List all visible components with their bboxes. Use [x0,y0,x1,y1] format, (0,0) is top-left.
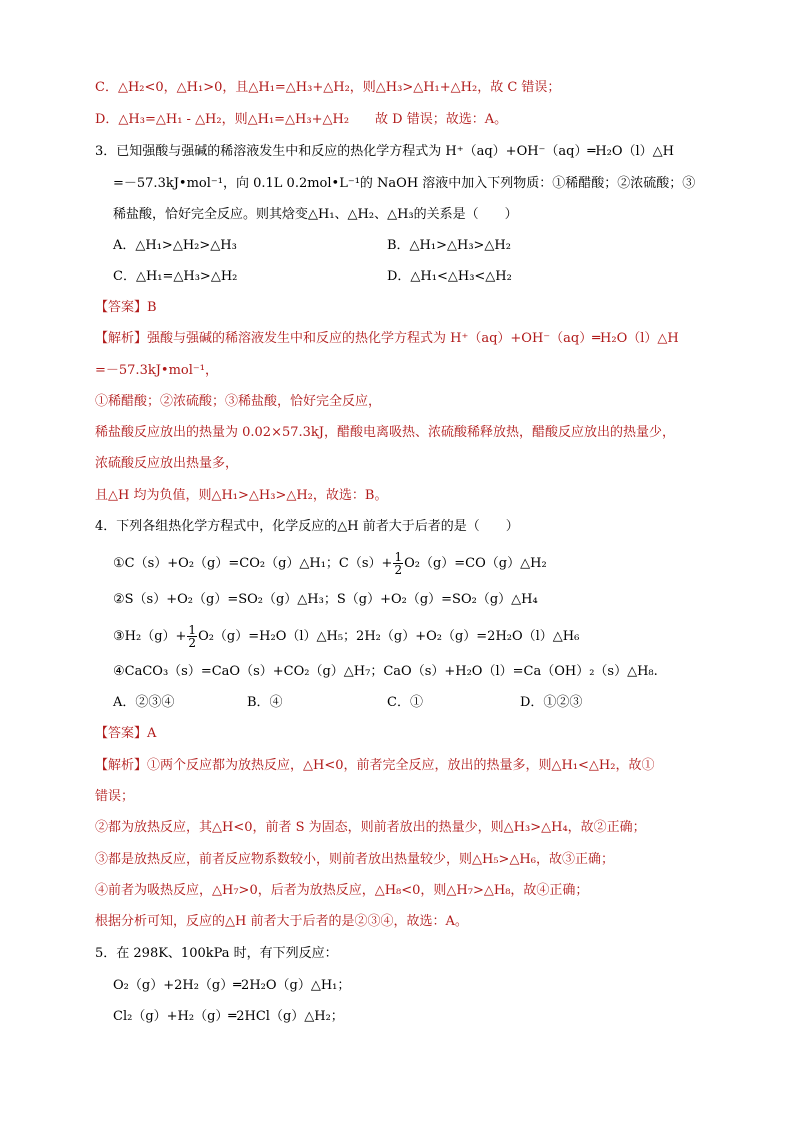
fraction-numerator: 1 [394,550,403,564]
q3-stem-line2: =－57.3kJ•mol⁻¹，向 0.1L 0.2mol•L⁻¹的 NaOH 溶液中加入下列物质：①稀醋酸；②浓硫酸；③ [113,176,696,191]
fraction-denominator: 2 [394,563,403,577]
q4-item-3-part-b: O₂（g）=H₂O（l）△H₅；2H₂（g）+O₂（g）=2H₂O（l）△H₆ [198,629,580,644]
q4-stem: 4．下列各组热化学方程式中，化学反应的△H 前者大于后者的是（ ） [95,519,519,534]
q4-item-2: ②S（s）+O₂（g）=SO₂（g）△H₃；S（g）+O₂（g）=SO₂（g）△H₄ [113,592,538,607]
fraction-one-half [393,551,403,576]
q5-reaction-1: O₂（g）+2H₂（g）═2H₂O（g）△H₁； [113,978,351,993]
q4-item-1-part-b: O₂（g）=CO（g）△H₂ [404,556,547,571]
q3-analysis-line4: 稀盐酸反应放出的热量为 0.02×57.3kJ，醋酸电离吸热、浓硫酸稀释放热，醋酸反应放出的热量少， [95,425,676,440]
q4-item-4: ④CaCO₃（s）=CaO（s）+CO₂（g）△H₇；CaO（s）+H₂O（l）=Ca（OH）₂（s）△H₈. [113,664,658,679]
q3-option-d: D．△H₁<△H₃<△H₂ [387,269,512,284]
q3-option-a: A．△H₁>△H₂>△H₃ [113,238,237,253]
q3-analysis-line3: ①稀醋酸；②浓硫酸；③稀盐酸，恰好完全反应， [95,394,382,409]
fraction-one-half [187,624,197,649]
q4-analysis-line5: ④前者为吸热反应，△H₇>0，后者为放热反应，△H₈<0，则△H₇>△H₈，故④正确； [95,883,589,898]
q4-analysis-line4: ③都是放热反应，前者反应物系数较小，则前者放出热量较少，则△H₅>△H₆，故③正确； [95,852,614,867]
q3-analysis-line1: 【解析】强酸与强碱的稀溶液发生中和反应的热化学方程式为 H⁺（aq）+OH⁻（aq）═H₂O（l）△H [95,331,679,346]
q4-analysis-line2: 错误； [95,789,135,804]
q4-analysis-line3: ②都为放热反应，其△H<0，前者 S 为固态，则前者放出的热量少，则△H₃>△H₄，故②正确； [95,820,646,835]
q4-analysis-line6: 根据分析可知，反应的△H 前者大于后者的是②③④，故选：A。 [95,914,468,929]
q4-option-a: A．②③④ [113,695,175,710]
fraction-numerator: 1 [188,623,197,637]
q4-option-c: C．① [387,695,423,710]
q5-stem: 5．在 298K、100kPa 时，有下列反应： [95,946,338,961]
q3-stem-line1: 3．已知强酸与强碱的稀溶液发生中和反应的热化学方程式为 H⁺（aq）+OH⁻（aq）═H₂O（l）△H [95,144,675,159]
q4-item-3 [113,624,579,649]
q5-reaction-2: Cl₂（g）+H₂（g）═2HCl（g）△H₂； [113,1009,344,1024]
q3-analysis-line5: 浓硫酸反应放出热量多， [95,456,239,471]
q3-answer: 【答案】B [95,300,157,315]
q3-option-c: C．△H₁=△H₃>△H₂ [113,269,238,284]
q4-item-3-part-a: ③H₂（g）+ [113,629,187,644]
q4-option-d: D．①②③ [520,695,583,710]
q4-option-b: B．④ [247,695,283,710]
q4-answer: 【答案】A [95,726,157,741]
q4-analysis-line1: 【解析】①两个反应都为放热反应，△H<0，前者完全反应，放出的热量多，则△H₁<△H₂，故① [95,758,655,773]
q4-item-1-part-a: ①C（s）+O₂（g）=CO₂（g）△H₁；C（s）+ [113,556,393,571]
q3-option-b: B．△H₁>△H₃>△H₂ [387,238,511,253]
q3-analysis-line2: =－57.3kJ•mol⁻¹， [95,363,218,378]
q4-item-1 [113,551,547,576]
q2-option-d-analysis: D．△H₃=△H₁ - △H₂，则△H₁=△H₃+△H₂ 故 D 错误；故选：A。 [95,112,508,127]
q3-analysis-line6: 且△H 均为负值，则△H₁>△H₃>△H₂，故选：B。 [95,488,388,503]
q3-stem-line3: 稀盐酸，恰好完全反应。则其焓变△H₁、△H₂、△H₃的关系是（ ） [113,207,518,222]
q2-option-c-analysis: C．△H₂<0，△H₁>0，且△H₁=△H₃+△H₂，则△H₃>△H₁+△H₂，故 C 错误； [95,80,561,95]
fraction-denominator: 2 [188,636,197,650]
